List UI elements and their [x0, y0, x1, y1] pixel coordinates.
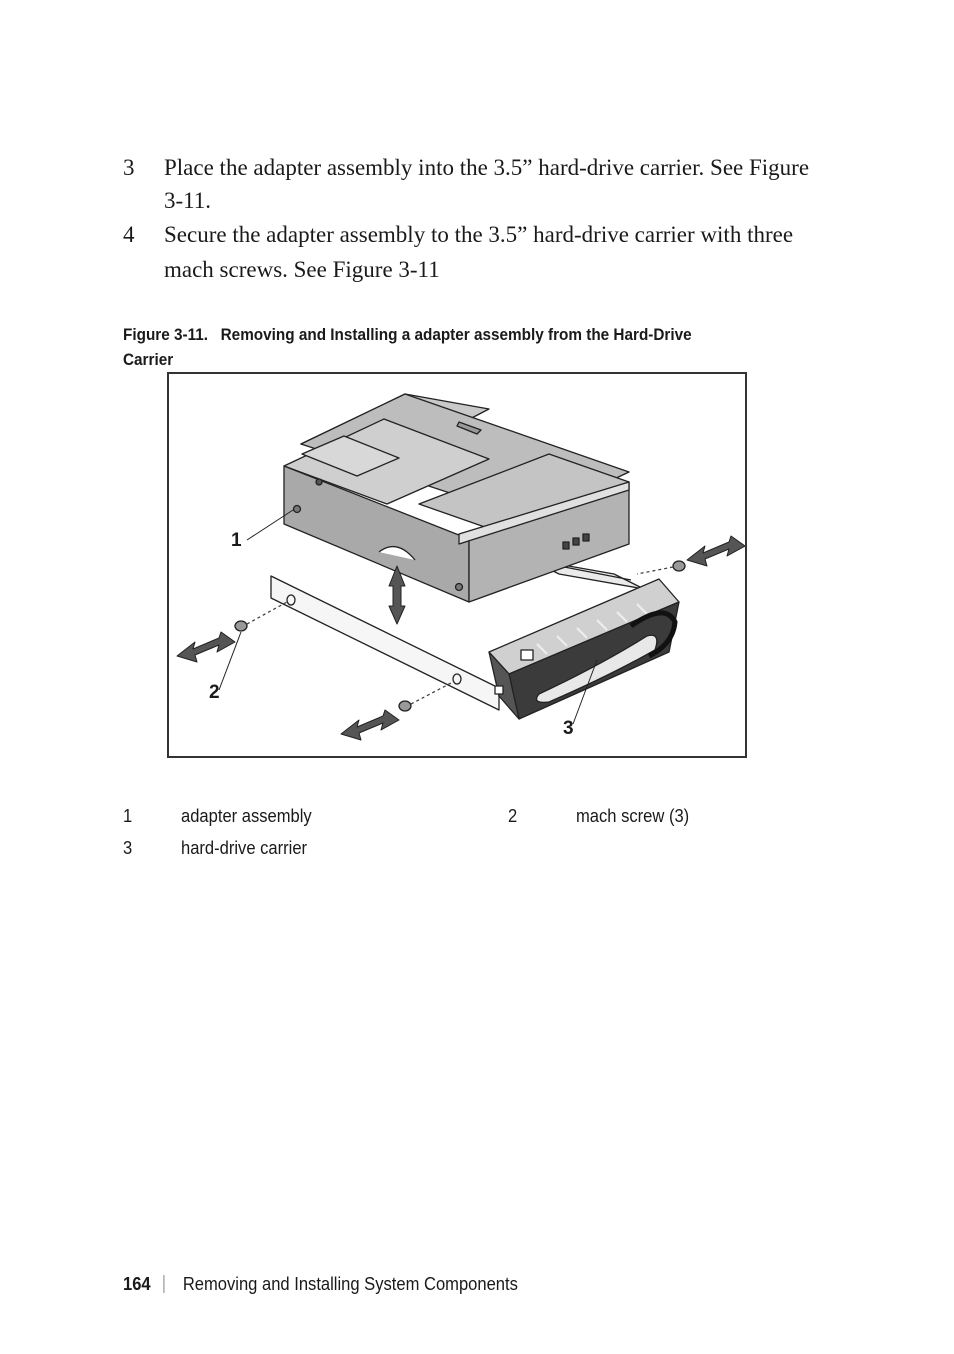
legend-text: mach screw (3)	[576, 806, 690, 826]
step-text-line: 3-11.	[164, 188, 212, 213]
figure-label: Figure 3-11.	[123, 325, 209, 344]
step-text-line: mach screws. See Figure 3-11	[164, 257, 440, 282]
figure-caption	[123, 322, 753, 372]
figure-illustration	[167, 372, 747, 758]
legend-number: 2	[508, 806, 518, 826]
legend-number: 3	[123, 838, 133, 858]
footer-divider	[164, 1275, 165, 1293]
legend-text: adapter assembly	[181, 806, 312, 826]
callout-2: 2	[209, 682, 220, 703]
step-text	[164, 218, 844, 286]
legend-number: 1	[123, 806, 133, 826]
page-number: 164	[123, 1274, 151, 1294]
step-text	[164, 151, 844, 217]
adapter-carrier-drawing	[169, 374, 745, 756]
step-number: 3	[123, 155, 135, 180]
legend-text: hard-drive carrier	[181, 838, 308, 858]
step-text-line: Place the adapter assembly into the 3.5” hard-drive carrier. See Figure	[164, 155, 810, 180]
figure-title: Removing and Installing a adapter assembly from the Hard-Drive	[220, 325, 692, 344]
callout-1: 1	[231, 530, 242, 551]
step-text-line: Secure the adapter assembly to the 3.5” hard-drive carrier with three	[164, 222, 794, 247]
page-footer	[123, 1272, 518, 1296]
step-number: 4	[123, 222, 135, 247]
callout-3: 3	[563, 718, 574, 739]
figure-title-continued: Carrier	[123, 350, 174, 369]
hard-drive-carrier	[489, 579, 679, 719]
section-title: Removing and Installing System Components	[182, 1274, 518, 1294]
